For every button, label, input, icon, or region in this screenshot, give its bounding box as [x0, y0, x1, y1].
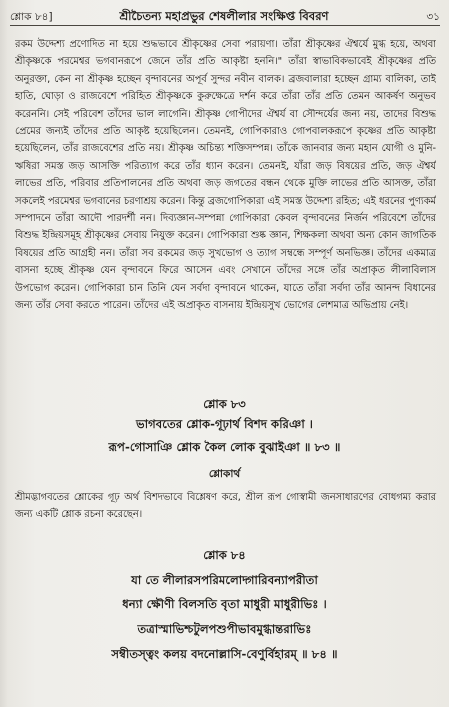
running-header	[10, 8, 440, 32]
verse-84-line-3: তত্রাস্মাভিশ্চটুলপশুপীভাবমুগ্ধান্তরাভিঃ	[137, 622, 312, 636]
gutter-shadow	[0, 0, 8, 707]
chapter-title: শ্রীচৈতন্য মহাপ্রভুর শেষলীলার সংক্ষিপ্ত বিবরণ	[119, 9, 329, 23]
page-number: ৩১	[426, 11, 440, 23]
purport-paragraph: রকম উদ্দেশ্য প্রণোদিত না হয়ে শুদ্ধভাবে শ্রীকৃষ্ণের সেবা পরায়ণা। তাঁরা শ্রীকৃষ্ণের ঐশ্বর্যে মুগ্ধ হয়ে, অথবা শ্রীকৃষ্ণকে পরমেশ্বর ভগবানরূপে জেনে তাঁর প্রতি আকৃষ্টা হননি।" তাঁরা স্বাভাবিকভাবেই শ্রীকৃষ্ণের প্রতি অনুরক্তা, কেন না শ্রীকৃষ্ণ হচ্ছেন বৃন্দাবনের অপূর্ব সুন্দর নবীন বালক। ব্রজবালারা হচ্ছেন গ্রাম্য বালিকা, তাই হাতি, ঘোড়া ও রাজবেশে পরিহিত শ্রীকৃষ্ণকে কুরুক্ষেত্রে দর্শন করে তাঁরা তাঁর প্রতি তেমন আকর্ষণ অনুভব করেননি। সেই পরিবেশ তাঁদের ভাল লাগেনি। শ্রীকৃষ্ণ গোপীদের ঐশ্বর্য বা সৌন্দর্যের জন্য নয়, তাদের বিশুদ্ধ প্রেমের জন্যই তাঁদের প্রতি আকৃষ্ট হয়েছিলেন। তেমনই, গোপিকারাও গোপবালকরূপে কৃষ্ণের প্রতি আকৃষ্টা হয়েছিলেন, তাঁর রাজবেশের প্রতি নয়। শ্রীকৃষ্ণ অচিন্ত্য শক্তিসম্পন্ন। তাঁকে জানবার জন্য মহান যোগী ও মুনি-ঋষিরা সমস্ত জড় আসক্তি পরিত্যাগ করে তাঁর ধ্যান করেন। তেমনই, যাঁরা জড় বিষয়ের প্রতি, জড় ঐশ্বর্য লাভের প্রতি, পরিবার প্রতিপালনের প্রতি অথবা জড় জগতের বন্ধন থেকে মুক্তি লাভের প্রতি আসক্ত, তাঁরা সকলেই পরমেশ্বর ভগবানের চরণাশ্রয় করেন। কিন্তু ব্রজগোপিকারা এই সমস্ত উদ্দেশ্য রহিত; এই ধরনের পুণ্যকর্ম সম্পাদনে তাঁরা আদৌ পারদর্শী নন। দিব্যজ্ঞান-সম্পন্না গোপিকারা কেবল বৃন্দাবনের নির্জন পরিবেশে তাঁদের বিশুদ্ধ ইন্দ্রিয়সমূহ শ্রীকৃষ্ণের সেবায় নিযুক্ত করেন। গোপিকারা শুষ্ক জ্ঞান, শিক্ষকলা অথবা অন্য কোন জাগতিক বিষয়ের প্রতি আগ্রহী নন। তাঁরা সব রকমের জড় সুখভোগ ও ত্যাগ সম্বন্ধে সম্পূর্ণ অনভিজ্ঞ। তাঁদের একমাত্র বাসনা হচ্ছে শ্রীকৃষ্ণ যেন বৃন্দাবনে ফিরে আসেন এবং সেখানে তাঁদের সঙ্গে তাঁর অপ্রাকৃত লীলাবিলাস উপভোগ করেন। গোপিকারা চান তিনি যেন সর্বদা বৃন্দাবনে থাকেন, যাতে তাঁরা সর্বদা তাঁর আনন্দ বিধানের জন্য তাঁর সেবা করতে পারেন। তাঁদের এই অপ্রাকৃত বাসনায় ইন্দ্রিয়সুখ ভোগের লেশমাত্র অভিপ্রায় নেই।	[15, 39, 436, 312]
verse-84-line-2: ধন্যা ক্ষৌণী বিলসতি বৃতা মাধুরী মাধুরীভিঃ ।	[122, 597, 327, 611]
translation-text: শ্রীমদ্ভাগবতের শ্লোকের গূঢ় অর্থ বিশদভাবে বিশ্লেষণ করে, শ্রীল রূপ গোস্বামী জনসাধারণের বোধগম্য করার জন্য একটি শ্লোক রচনা করেছেন।	[15, 492, 436, 521]
header-rule	[10, 25, 440, 26]
verse-84-line-1: যা তে লীলারসপরিমলোদ্গারিবন্যাপরীতা	[131, 573, 318, 587]
translation-heading: শ্লোকার্থ	[208, 468, 241, 480]
verse-83-line-1: ভাগবতের শ্লোক-গূঢ়ার্থ বিশদ করিঞা ।	[136, 417, 313, 431]
verse-84-line-4: সম্বীতস্ত্বং কলয় বদনোল্লাসি-বেণুর্বিহারম্ ॥ ৮৪ ॥	[111, 647, 338, 661]
verse-83-heading: শ্লোক ৮৩	[203, 397, 246, 411]
verse-83-line-2: রূপ-গোসাঞি শ্লোক কৈল লোক বুঝাইঞা ॥ ৮৩ ॥	[108, 440, 341, 454]
verse-reference: শ্লোক ৮৪]	[10, 11, 53, 23]
verse-84-heading: শ্লোক ৮৪	[203, 548, 246, 562]
